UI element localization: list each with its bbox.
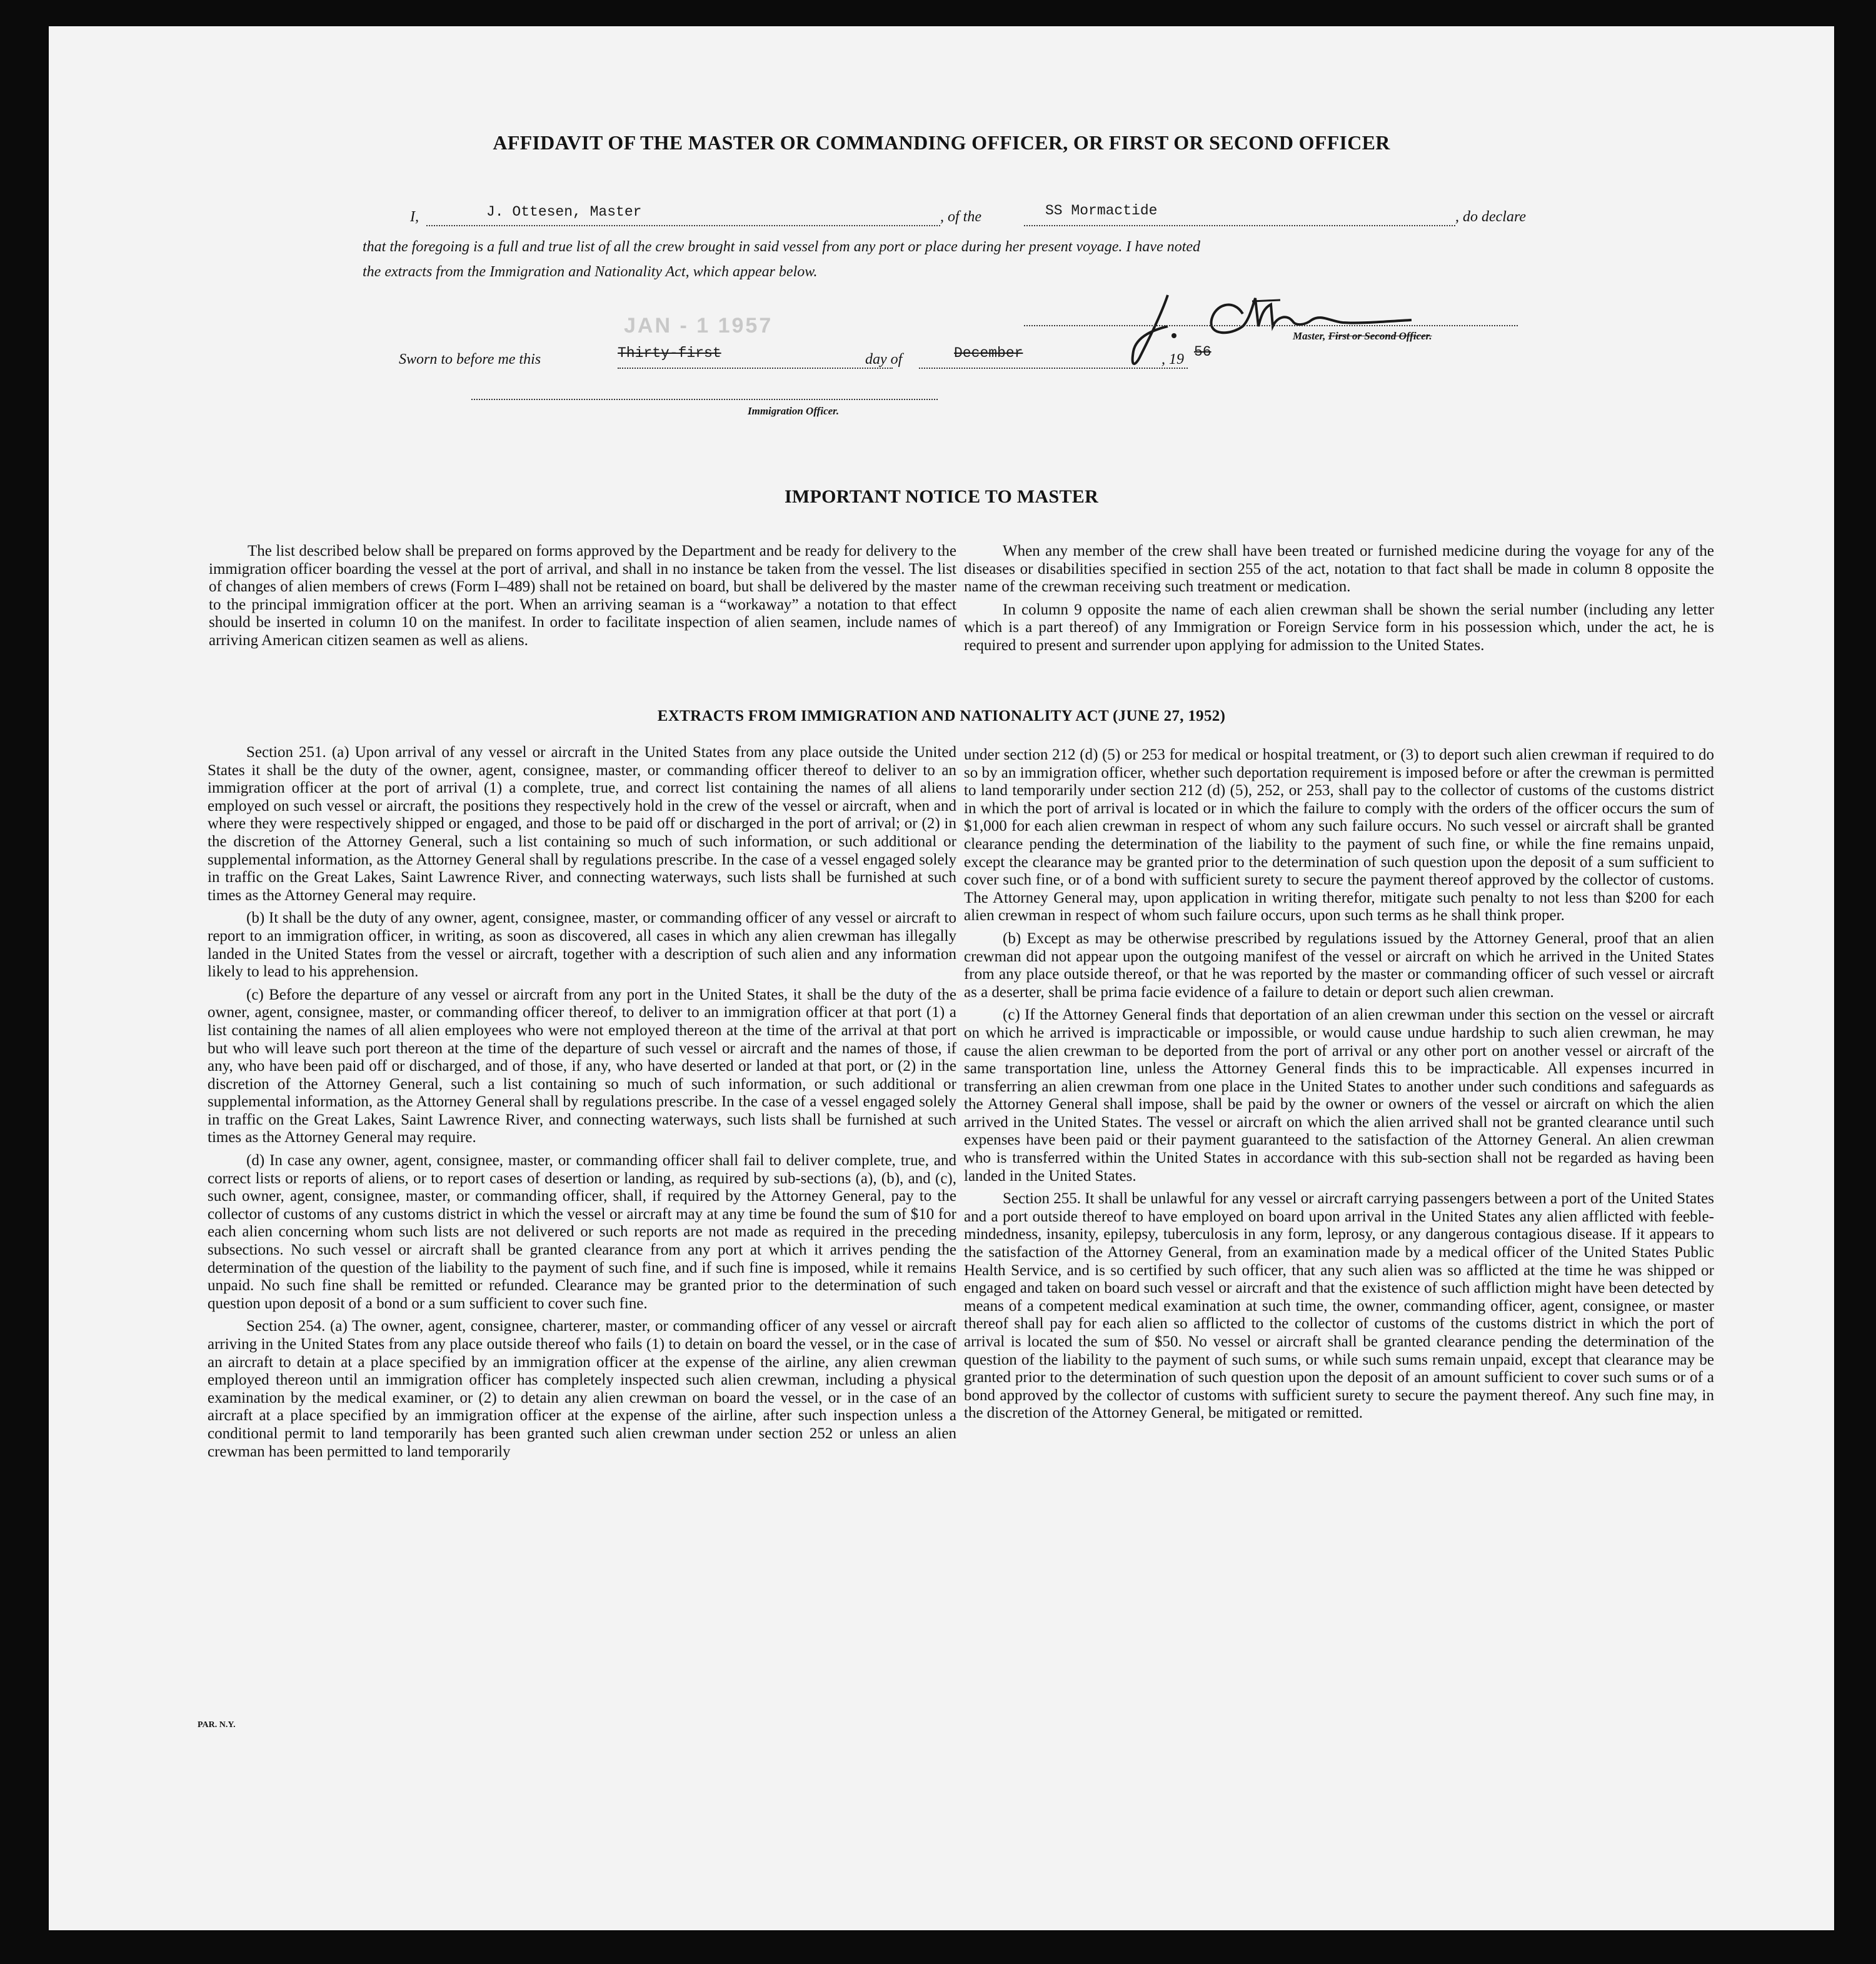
master-signature bbox=[1074, 276, 1424, 376]
sworn-month-value: December bbox=[954, 345, 1023, 361]
i-label: I, bbox=[410, 209, 419, 225]
statement-line-2: the extracts from the Immigration and Nationality Act, which appear below. bbox=[363, 264, 818, 280]
extracts-right-column bbox=[964, 746, 1714, 1428]
date-stamp: JAN - 1 1957 bbox=[624, 314, 773, 338]
sworn-day-value: Thirty-first bbox=[618, 345, 721, 361]
officer-caption: Immigration Officer. bbox=[748, 405, 840, 417]
section-254-b: (b) Except as may be otherwise prescribed by regulations issued by the Attorney General, proof that an alien crewman did not appear upon the outgoing manifest of the vessel or aircraft on which he arrived in the United States from any place outside thereof, or that he was reported by the master or commanding officer of such vessel or aircraft as a deserter, shall be prima facie evidence of a failure to detain or deport such alien crewman. bbox=[964, 929, 1714, 1001]
year-prefix: , 19 bbox=[1161, 351, 1184, 368]
section-254-c: (c) If the Attorney General finds that deportation of an alien crewman under this section on the vessel or aircraft on which he arrived is impracticable or impossible, or would cause undue hardship to such alien crewman, he may cause the alien crewman to be deported from the port of arrival or any other port on another vessel or aircraft of the same transportation line, unless the Attorney General finds this to be impracticable. All expenses incurred in transferring an alien crewman from one place in the United States to another under such conditions and safeguards as the Attorney General shall impose, shall be paid by the owner or owners of the vessel or aircraft on which the alien arrived in the United States. The vessel or aircraft on which the alien arrived shall not be granted clearance until such expenses have been paid or their payment guaranteed to the satisfaction of the Attorney General. An alien crewman who is transferred within the United States in accordance with this sub-section shall not be regarded as having been landed in the United States. bbox=[964, 1006, 1714, 1185]
section-254-a: Section 254. (a) The owner, agent, consignee, charterer, master, or commanding officer of any vessel or aircraft arriving in the United States from any place outside thereof who fails (1) to detain on board the vessel, or in the case of an aircraft to detain at a place specified by an immigration officer at the expense of the airline, any alien crewman employed thereon until an immigration officer has completely inspected such alien crewman, including a physical examination by the medical examiner, or (2) to detain any alien crewman on board the vessel, or in the case of an aircraft at a place specified by an immigration officer at the expense of the airline, after such inspection unless a conditional permit to land temporarily has been granted such alien crewman under section 252 or unless an alien crewman has been permitted to land temporarily bbox=[208, 1318, 956, 1460]
declarant-value: J. Ottesen, Master bbox=[486, 204, 642, 220]
section-255: Section 255. It shall be unlawful for any vessel or aircraft carrying passengers between a port of the United States and a port outside thereof to have employed on board upon arrival in the United States any alien afflicted with feeble-mindedness, insanity, epilepsy, tuberculosis in any form, leprosy, or any dangerous contagious disease. If it appears to the satisfaction of the Attorney General, from an examination made by a medical officer of the United States Public Health Service, and is so certified by such officer, that any such alien was so afflicted at the time he was shipped or engaged and taken on board such vessel or aircraft and that the existence of such affliction might have been detected by means of a competent medical examination at such time, the owner, commanding officer, agent, consignee, or master thereof shall pay for each alien so afflicted to the collector of customs of the customs district in which the port of arrival is located the sum of $50. No vessel or aircraft shall be granted clearance pending the determination of the question of the liability to the payment of such sums, or while such sums remain unpaid, except that clearance may be granted prior to the determination of such question upon the deposit of an amount sufficient to cover such sums or of a bond approved by the collector of customs with sufficient surety to secure the payment thereof. Any such fine may, in the discretion of the Attorney General, be mitigated or remitted. bbox=[964, 1190, 1714, 1422]
notice-right-paragraph-2: In column 9 opposite the name of each alien crewman shall be shown the serial number (including any letter which is a part thereof) of any Immigration or Foreign Service form in his possession which, under the act, he is required to present and surrender upon applying for admission to the United States. bbox=[964, 601, 1714, 654]
affidavit-title: AFFIDAVIT OF THE MASTER OR COMMANDING OFFICER, OR FIRST OR SECOND OFFICER bbox=[493, 131, 1390, 154]
section-251-b: (b) It shall be the duty of any owner, agent, consignee, master, or commanding officer of any vessel or aircraft to report to an immigration officer, in writing, as soon as discovered, all cases in which any alien crewman has illegally landed in the United States from the vessel or aircraft, together with a description of such alien and any information likely to lead to his apprehension. bbox=[208, 909, 956, 981]
section-254-a-continued: under section 212 (d) (5) or 253 for medical or hospital treatment, or (3) to deport such alien crewman if required to do so by an immigration officer, whether such deportation requirement is imposed before or after the crewman is permitted to land temporarily under section 212 (d) (5), 252, or 253, shall pay to the collector of customs of the customs district in which the port of arrival is located or in which the failure to comply with the orders of the officer occurs the sum of $1,000 for each alien crewman in respect of whom any such failure occurs. No such vessel or aircraft shall be granted clearance pending the determination of the liability to the payment of such fine, or while the fine remains unpaid, except the clearance may be granted prior to the determination of such question upon the deposit of a sum sufficient to cover such fine, or of a bond with sufficient surety to secure the payment thereof approved by the collector of customs. The Attorney General may, upon application in writing therefor, mitigate such penalty to not less than $200 for each alien crewman in respect of whom such failure occurs, upon such terms as he shall think proper. bbox=[964, 746, 1714, 924]
sworn-label: Sworn to before me this bbox=[399, 351, 541, 368]
statement-line-1: that the foregoing is a full and true list of all the crew brought in said vessel from any port or place during her present voyage. I have noted bbox=[363, 239, 1201, 255]
year-suffix: 56 bbox=[1194, 344, 1211, 360]
notice-right-paragraph-1: When any member of the crew shall have been treated or furnished medicine during the voyage for any of the diseases or disabilities specified in section 255 of the act, notation to that fact shall be made in column 8 opposite the name of the crewman receiving such treatment or medication. bbox=[964, 543, 1714, 596]
sworn-day-line bbox=[618, 368, 893, 369]
document-page bbox=[49, 26, 1834, 1930]
officer-line bbox=[471, 399, 938, 400]
notice-right-column bbox=[964, 543, 1714, 660]
day-of-label: day of bbox=[865, 351, 903, 368]
signature-caption-master: Master, bbox=[1293, 330, 1328, 342]
vessel-line bbox=[1024, 225, 1455, 226]
signature-line bbox=[1024, 325, 1518, 326]
signature-caption-struck: First or Second Officer. bbox=[1328, 330, 1432, 342]
section-251-c: (c) Before the departure of any vessel or aircraft from any port in the United States, it shall be the duty of the owner, agent, consignee, master, or commanding officer thereof, to deliver to an immigration officer at that port (1) a list containing the names of all alien employees who were not employed thereon at the time of the arrival at that port but who will leave such port thereon at the time of the departure of such vessel or aircraft and the names of those, if any, who have been paid off or discharged, and of those, if any, who have deserted or landed at that port, or (2) in the discretion of the Attorney General, such a list containing so much of such information, or such additional or supplemental information, as the Attorney General shall by regulations prescribe. In the case of a vessel engaged solely in traffic on the Great Lakes, Saint Lawrence River, and connecting waterways, such lists shall be furnished at such times as the Attorney General may require. bbox=[208, 986, 956, 1146]
notice-left-paragraph-1: The list described below shall be prepared on forms approved by the Department and be ready for delivery to the immigration officer boarding the vessel at the port of arrival, and shall in no instance be taken from the vessel. The list of changes of alien members of crews (Form I–489) shall not be retained on board, but shall be delivered by the master to the principal immigration officer at the port. When an arriving seaman is a “workaway” a notation to that effect should be inserted in column 10 on the manifest. In order to facilitate inspection of alien seamen, include names of arriving American citizen seamen as well as aliens. bbox=[209, 543, 956, 649]
vessel-value: SS Mormactide bbox=[1045, 203, 1158, 219]
extracts-title: EXTRACTS FROM IMMIGRATION AND NATIONALITY ACT (JUNE 27, 1952) bbox=[657, 708, 1226, 724]
section-251-a: Section 251. (a) Upon arrival of any vessel or aircraft in the United States from any place outside the United States it shall be the duty of the owner, agent, consignee, master, or commanding officer thereof to deliver to an immigration officer at the port of arrival (1) a complete, true, and correct list containing the names of all aliens employed on such vessel or aircraft, the positions they respectively hold in the crew of the vessel or aircraft, when and where they were respectively shipped or engaged, and those to be paid off or discharged in the port of arrival; or (2) in the discretion of the Attorney General, such a list containing so much of such information, or such additional or supplemental information, as the Attorney General shall by regulations prescribe. In the case of a vessel engaged solely in traffic on the Great Lakes, Saint Lawrence River, and connecting waterways, such lists shall be furnished at such times as the Attorney General may require. bbox=[208, 744, 956, 904]
notice-left-column bbox=[209, 543, 956, 655]
printer-mark: PAR. N.Y. bbox=[198, 1720, 236, 1730]
do-declare-label: , do declare bbox=[1455, 209, 1527, 225]
declarant-line bbox=[426, 225, 940, 226]
sworn-month-line bbox=[919, 368, 1188, 369]
of-the-label: , of the bbox=[940, 209, 981, 225]
section-251-d: (d) In case any owner, agent, consignee, master, or commanding officer shall fail to deliver complete, true, and correct lists or reports of aliens, or to report cases of desertion or landing, as required by sub-sections (a), (b), and (c), such owner, agent, consignee, master, or commanding officer, shall, if required by the Attorney General, pay to the collector of customs of any customs district in which the vessel or aircraft may at any time be found the sum of $10 for each alien concerning whom such lists are not delivered or such reports are not made as required in the preceding subsections. No such vessel or aircraft shall be granted clearance from any port at which it arrives pending the determination of the question of the liability to the payment of such fine, and if such fine is imposed, while it remains unpaid. No such fine shall be remitted or refunded. Clearance may be granted prior to the determination of such question upon deposit of a bond or a sum sufficient to cover such fine. bbox=[208, 1152, 956, 1312]
signature-caption bbox=[1293, 330, 1432, 343]
notice-title: IMPORTANT NOTICE TO MASTER bbox=[784, 486, 1099, 507]
extracts-left-column bbox=[208, 744, 956, 1466]
